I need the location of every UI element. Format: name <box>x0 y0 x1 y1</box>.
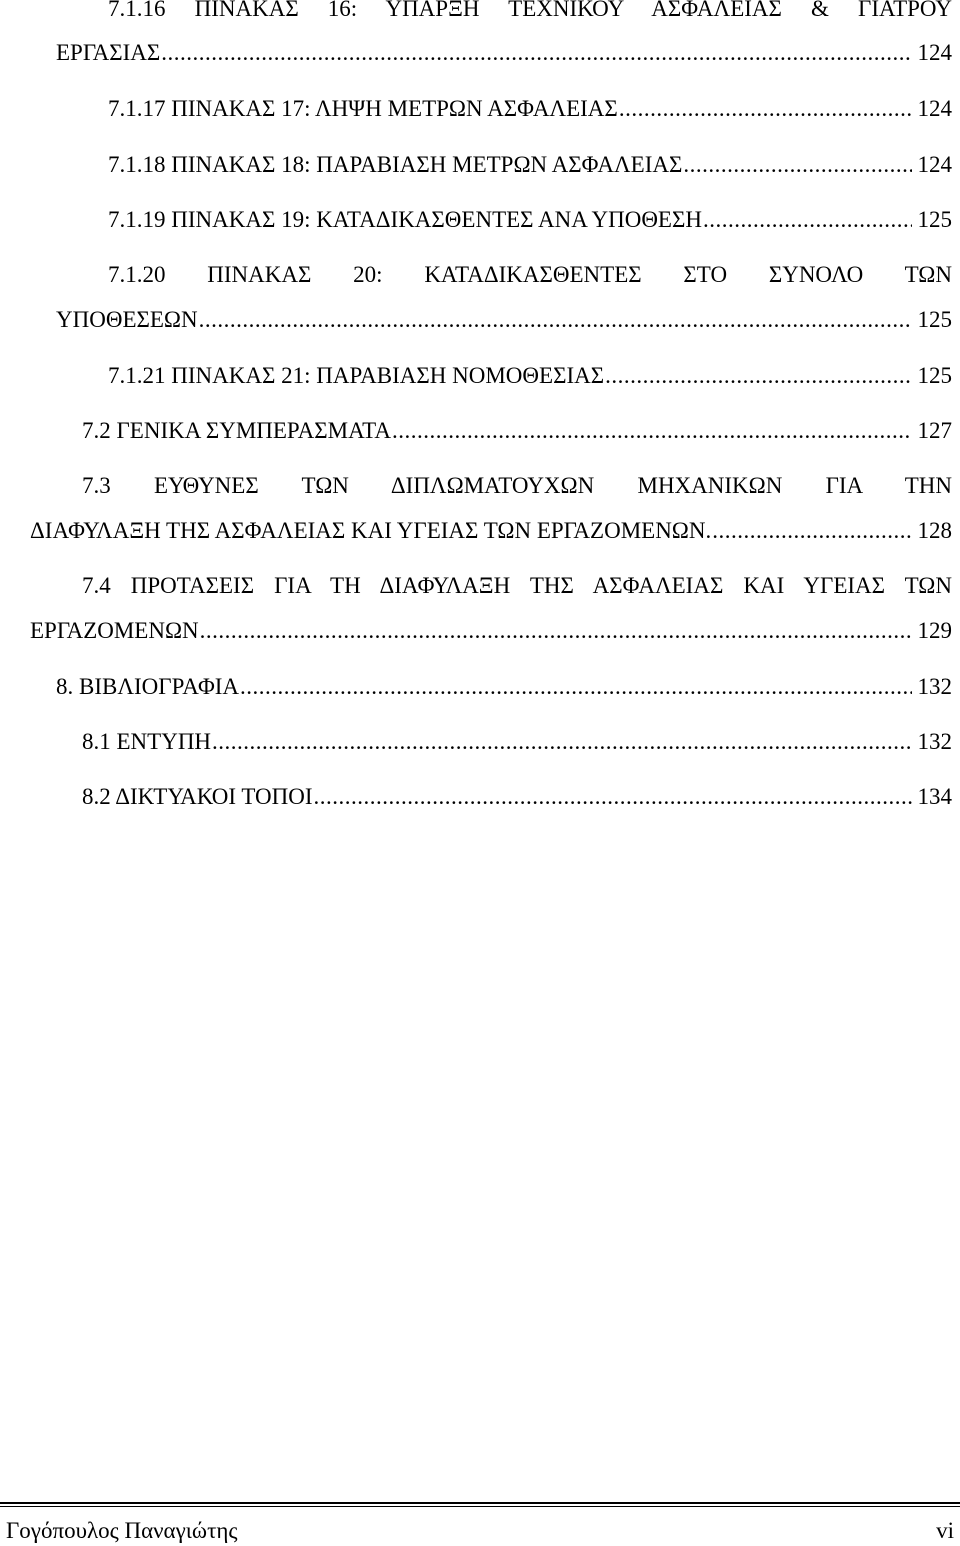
toc-entry-text: ΕΡΓΑΣΙΑΣ <box>56 40 161 65</box>
footer-rule-thick <box>0 1502 960 1504</box>
toc-entry-7-1-21[interactable] <box>108 361 952 391</box>
toc-page-number: 125 <box>917 207 952 232</box>
toc-page-number: 127 <box>917 418 952 443</box>
toc-entry-7-1-18[interactable] <box>108 150 952 180</box>
toc-entry-text: 7.2 ΓΕΝΙΚΑ ΣΥΜΠΕΡΑΣΜΑΤΑ <box>82 418 391 443</box>
footer-page-number: vi <box>936 1518 954 1543</box>
toc-entry-7-3[interactable] <box>30 516 952 546</box>
toc-entry-text: 7.1.19 ΠΙΝΑΚΑΣ 19: ΚΑΤΑΔΙΚΑΣΘΕΝΤΕΣ ΑΝΑ ΥΠΟΘΕΣΗ <box>108 207 702 232</box>
toc-leader-dots <box>392 416 912 446</box>
toc-entry-8-1[interactable] <box>82 727 952 757</box>
toc-leader-dots <box>703 205 912 235</box>
toc-entry-7-1-16[interactable] <box>56 38 952 68</box>
toc-entry-text: 7.1.17 ΠΙΝΑΚΑΣ 17: ΛΗΨΗ ΜΕΤΡΩΝ ΑΣΦΑΛΕΙΑΣ <box>108 96 618 121</box>
toc-entry-7-1-19[interactable] <box>108 205 952 235</box>
toc-entry-text: ΥΠΟΘΕΣΕΩΝ <box>56 307 198 332</box>
toc-page-number: 124 <box>917 96 952 121</box>
toc-page-number: 125 <box>917 363 952 388</box>
toc-page-number: 128 <box>917 518 952 543</box>
toc-leader-dots <box>683 150 911 180</box>
toc-page-number: 134 <box>917 784 952 809</box>
toc-entry-7-3-line1[interactable]: 7.3 ΕΥΘΥΝΕΣ ΤΩΝ ΔΙΠΛΩΜΑΤΟΥΧΩΝ ΜΗΧΑΝΙΚΩΝ ΓΙΑ ΤΗΝ <box>82 473 952 498</box>
toc-entry-7-4-line1[interactable]: 7.4 ΠΡΟΤΑΣΕΙΣ ΓΙΑ ΤΗ ΔΙΑΦΥΛΑΞΗ ΤΗΣ ΑΣΦΑΛΕΙΑΣ ΚΑΙ ΥΓΕΙΑΣ ΤΩΝ <box>82 573 952 598</box>
toc-leader-dots <box>712 516 911 546</box>
toc-entry-text: 8.1 ΕΝΤΥΠΗ <box>82 729 212 754</box>
toc-leader-dots <box>240 672 911 702</box>
toc-leader-dots <box>199 305 912 335</box>
toc-leader-dots <box>212 727 911 757</box>
footer-rule-thin <box>0 1506 960 1507</box>
toc-leader-dots <box>161 38 911 68</box>
toc-entry-7-1-20[interactable] <box>56 305 952 335</box>
toc-entry-text: ΔΙΑΦΥΛΑΞΗ ΤΗΣ ΑΣΦΑΛΕΙΑΣ ΚΑΙ ΥΓΕΙΑΣ ΤΩΝ ΕΡΓΑΖΟΜΕΝΩΝ. <box>30 518 712 543</box>
toc-entry-7-1-16-line1[interactable]: 7.1.16 ΠΙΝΑΚΑΣ 16: ΥΠΑΡΞΗ ΤΕΧΝΙΚΟΥ ΑΣΦΑΛΕΙΑΣ & ΓΙΑΤΡΟΥ <box>108 0 952 21</box>
toc-entry-7-4[interactable] <box>30 616 952 646</box>
toc-entry-text: 7.1.21 ΠΙΝΑΚΑΣ 21: ΠΑΡΑΒΙΑΣΗ ΝΟΜΟΘΕΣΙΑΣ <box>108 363 605 388</box>
toc-page-number: 132 <box>917 729 952 754</box>
toc-page-number: 132 <box>917 674 952 699</box>
toc-page-number: 125 <box>917 307 952 332</box>
toc-entry-8-2[interactable] <box>82 782 952 812</box>
toc-entry-7-1-17[interactable] <box>108 94 952 124</box>
toc-page-number: 129 <box>917 618 952 643</box>
toc-entry-text: 8.2 ΔΙΚΤΥΑΚΟΙ ΤΟΠΟΙ <box>82 784 313 809</box>
toc-leader-dots <box>605 361 911 391</box>
toc-entry-text: 7.1.18 ΠΙΝΑΚΑΣ 18: ΠΑΡΑΒΙΑΣΗ ΜΕΤΡΩΝ ΑΣΦΑΛΕΙΑΣ <box>108 152 683 177</box>
toc-leader-dots <box>314 782 912 812</box>
toc-entry-text: ΕΡΓΑΖΟΜΕΝΩΝ <box>30 618 199 643</box>
toc-entry-text: 8. ΒΙΒΛΙΟΓΡΑΦΙΑ <box>56 674 240 699</box>
toc-leader-dots <box>200 616 912 646</box>
toc-page-number: 124 <box>917 40 952 65</box>
toc-leader-dots <box>619 94 912 124</box>
toc-entry-7-1-20-line1[interactable]: 7.1.20 ΠΙΝΑΚΑΣ 20: ΚΑΤΑΔΙΚΑΣΘΕΝΤΕΣ ΣΤΟ ΣΥΝΟΛΟ ΤΩΝ <box>108 262 952 287</box>
toc-entry-8[interactable] <box>56 672 952 702</box>
footer-author: Γογόπουλος Παναγιώτης <box>6 1518 238 1543</box>
toc-page-number: 124 <box>917 152 952 177</box>
toc-entry-7-2[interactable] <box>82 416 952 446</box>
